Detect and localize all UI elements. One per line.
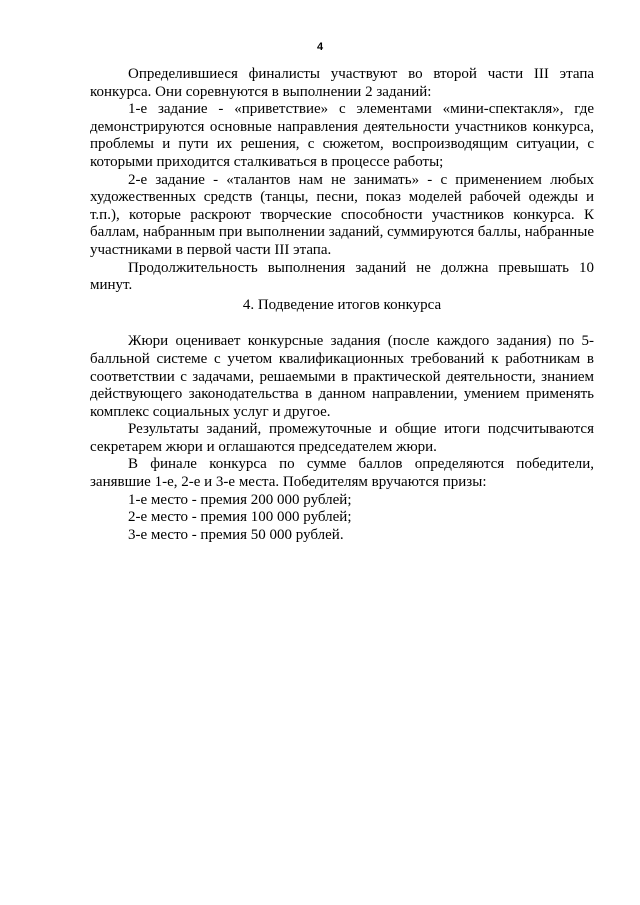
document-body	[90, 66, 594, 544]
prize-second-place: 2-е место - премия 100 000 рублей;	[128, 509, 352, 526]
section-heading: 4. Подведение итогов конкурса	[242, 296, 442, 313]
paragraph-final: В финале конкурса по сумме баллов определяются победители, занявшие 1-е, 2-е и 3-е места. Победителям вручаются призы:	[90, 456, 594, 491]
prize-first-place: 1-е место - премия 200 000 рублей;	[128, 491, 352, 508]
paragraph-finalists: Определившиеся финалисты участвуют во второй части III этапа конкурса. Они соревнуются в выполнении 2 заданий:	[90, 66, 594, 100]
paragraph-task-2: 2-е задание - «талантов нам не занимать» - с применением любых художественных средств (танцы, песни, показ моделей рабочей одежды и т.п.), которые раскроют творческие способности участников конкурса. К баллам, набранным при выполнении заданий, суммируются баллы, набранные участниками в первой части III этапа.	[90, 171, 595, 258]
prize-third-place: 3-е место - премия 50 000 рублей.	[128, 526, 344, 543]
paragraph-jury-evaluation: Жюри оценивает конкурсные задания (после каждого задания) по 5-балльной системе с учетом квалификационных требований к работникам в соответствии с задачами, решаемыми в практической деятельности, знанием действующего законодательства в данном направлении, умением применять комплекс социальных услуг и другое.	[90, 333, 594, 420]
section-spacer	[90, 314, 594, 333]
paragraph-duration: Продолжительность выполнения заданий не должна превышать 10 минут.	[90, 259, 594, 294]
page-number: 4	[316, 41, 324, 53]
paragraph-task-1: 1-е задание - «приветствие» с элементами «мини-спектакля», где демонстрируются основные направления деятельности участников конкурса, проблемы и пути их решения, с сюжетом, воспроизводящим ситуации, с которыми приходится сталкиваться в процессе работы;	[90, 101, 594, 170]
paragraph-results: Результаты заданий, промежуточные и общие итоги подсчитываются секретарем жюри и оглашаются председателем жюри.	[90, 421, 594, 455]
